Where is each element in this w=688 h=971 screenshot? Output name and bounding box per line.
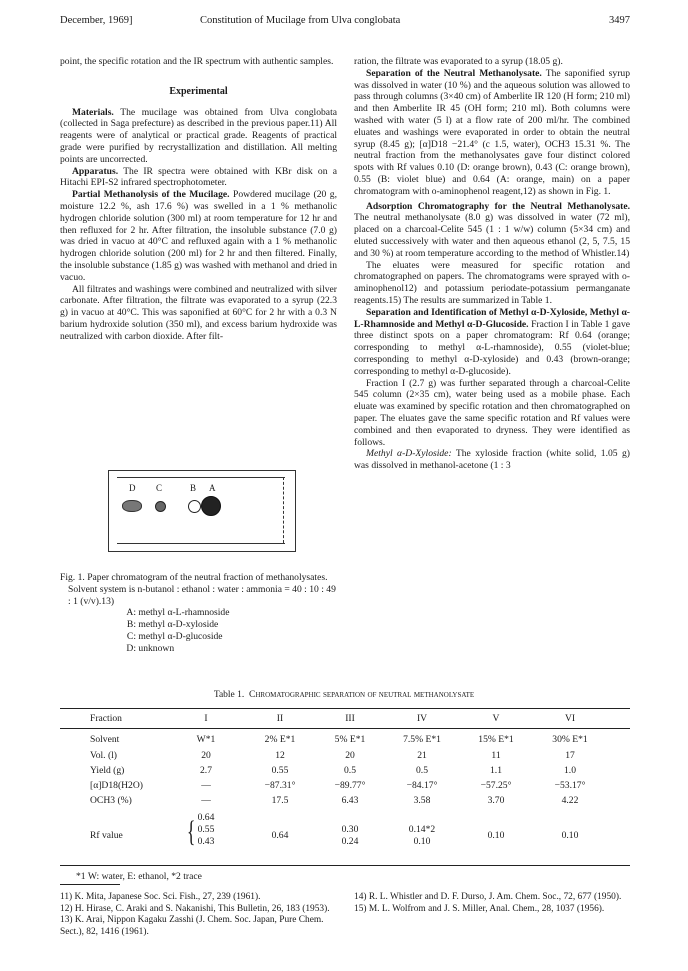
eluates-paragraph: The eluates were measured for specific rotation and chromatographed on papers. The chromatograms were sprayed with o-aminophenol12) and potassium periodate-potassium permanganate reagents.15) The results are summarized in Table 1. <box>354 259 630 306</box>
rf-value: 0.10 <box>561 830 579 841</box>
rf-value: 0.64 <box>197 812 215 823</box>
table-cell: −87.31° <box>264 780 296 791</box>
rf-value: 0.30 <box>341 824 359 835</box>
table-header-cell: VI <box>564 713 576 724</box>
table-bottom-rule <box>60 865 630 866</box>
table-header-rule <box>60 728 630 729</box>
table-cell: 20 <box>201 750 211 761</box>
table-top-rule <box>60 708 630 709</box>
spot-d <box>122 500 142 512</box>
left-column <box>60 56 337 343</box>
header-issue-date: December, 1969] <box>60 15 133 26</box>
identification-paragraph <box>354 307 630 378</box>
table-row-label: OCH3 (%) <box>90 795 132 806</box>
table-cell: 20 <box>345 750 355 761</box>
table-cell: 7.5% E*1 <box>403 734 441 745</box>
table-row-label: Yield (g) <box>90 765 125 776</box>
table-caption: Chromatographic separation of neutral methanolysate <box>249 690 475 700</box>
rf-value: 0.14*2 <box>408 824 436 835</box>
table-header-cell: IV <box>416 713 428 724</box>
rf-value: 0.24 <box>341 836 359 847</box>
adsorption-text: The neutral methanolysate (8.0 g) was dissolved in water (72 ml), placed on a charcoal-Celite 545 (1 : 1 w/w) column (5×34 cm) and eluted successively with water and then aqueous ethanol (2, 5, 7.5, 15 and 30 %) at room temperature according to the method of Whistler.14) <box>354 212 630 259</box>
identification-heading: Separation and Identification of Methyl α-D-Xyloside, Methyl α-L-Rhamnoside and Methyl α-D-Glucoside. <box>354 306 630 330</box>
rf-value: 0.10 <box>413 836 431 847</box>
partial-methanolysis-heading: Partial Methanolysis of the Mucilage. <box>72 189 230 201</box>
separation-text: The saponified syrup was dissolved in water (10 %) and the aqueous solution was allowed to pass through columns (3×40 cm) of Amberlite IR 120 (H form; 210 ml) and then Amberlite IR 45 (OH form; 210 ml). Both columns were washed with water (5 l) at a flow rate of 200 ml/hr. The combined eluates and washings were evaporated in order to obtain the neutral syrup (8.45 g); [α]D18 −21.4° (c 1.5, water), OCH3 15.31 %. The neutral fraction from the methanolysates gave four distinct colored spots with Rf values 0.10 (D: orange brown), 0.43 (C: orange brown), 0.55 (B: violet blue) and 0.64 (A: orange, main) on a paper chromatogram with o-aminophenol reagent,12) as shown in Fig. 1. <box>354 67 631 197</box>
table-header-cell: III <box>345 713 355 724</box>
table-cell: — <box>201 780 211 791</box>
spot-c <box>155 501 166 512</box>
separation-paragraph <box>354 68 630 198</box>
table-cell: −89.77° <box>334 780 366 791</box>
spot-label-c: C <box>156 483 163 493</box>
table-header-cell: V <box>492 713 500 724</box>
rf-value: 0.55 <box>197 824 215 835</box>
right-column <box>354 56 630 472</box>
table-header-cell: Fraction <box>90 713 122 724</box>
reference-item: 11) K. Mita, Japanese Soc. Sci. Fish., 27, 239 (1961). <box>60 892 261 902</box>
spot-label-b: B <box>190 483 197 493</box>
spot-a <box>201 496 221 516</box>
table-cell: — <box>201 795 211 806</box>
reference-item: 14) R. L. Whistler and D. F. Durso, J. Am. Chem. Soc., 72, 677 (1950). <box>354 892 622 902</box>
table-header-cell: I <box>204 713 208 724</box>
xyloside-heading: Methyl α-D-Xyloside: <box>366 448 452 460</box>
spot-label-d: D <box>129 483 136 493</box>
filtrates-paragraph: All filtrates and washings were combined and neutralized with silver carbonate. After filtration, the filtrate was evaporated to a syrup (22.3 g) in vacuo at 40°C. This was saponified at 60°C for 2 hr with a 0.3 N barium hydroxide solution (350 ml), and excess barium hydroxide was neutralized with carbon dioxide. After filt- <box>60 283 337 342</box>
reference-item: 13) K. Arai, Nippon Kagaku Zasshi (J. Chem. Soc. Japan, Pure Chem. Sect.), 82, 1416 (1961). <box>60 915 324 937</box>
separation-heading: Separation of the Neutral Methanolysate. <box>366 67 542 79</box>
spot-label-a: A <box>209 483 216 493</box>
chromatogram-bottom-line <box>117 543 285 544</box>
apparatus-paragraph <box>60 166 337 190</box>
section-heading-experimental: Experimental <box>169 85 228 97</box>
reference-item: 12) H. Hirase, C. Araki and S. Nakanishi, This Bulletin, 26, 183 (1953). <box>60 903 330 914</box>
intro-paragraph: point, the specific rotation and the IR spectrum with authentic samples. <box>60 56 334 67</box>
table-cell: 17 <box>565 750 575 761</box>
identification-text: Fraction I in Table 1 gave three distinct spots on a paper chromatogram: Rf 0.64 (orange; corresponding to methyl α-L-rhamnoside), 0.55 (violet-blue; corresponding to methyl α-D-xyloside) and 0.43 (brown-orange; corresponding to methyl α-D-glucoside). <box>354 318 630 377</box>
header-page-number: 3497 <box>609 15 630 26</box>
table-cell: 21 <box>417 750 427 761</box>
table-title <box>0 690 688 700</box>
table-cell: 11 <box>491 750 501 761</box>
table-cell: 17.5 <box>271 795 289 806</box>
table-cell: −57.25° <box>480 780 512 791</box>
table-footnote: *1 W: water, E: ethanol, *2 trace <box>76 871 202 882</box>
table-row-label: Solvent <box>90 734 120 745</box>
continuation-paragraph: ration, the filtrate was evaporated to a syrup (18.05 g). <box>354 56 563 67</box>
footnote-rule <box>60 884 120 885</box>
partial-methanolysis-paragraph <box>60 189 337 283</box>
table-cell: 0.55 <box>271 765 289 776</box>
spot-b <box>188 500 201 513</box>
rf-value: 0.64 <box>271 830 289 841</box>
table-cell: −53.17° <box>554 780 586 791</box>
materials-text: The mucilage was obtained from Ulva conglobata (collected in Saga prefecture) as described in the previous paper.11) All reagents were of analytical or practical grade. Reagents of practical grade were purified by recrystallization and distillation. All melting points are uncorrected. <box>60 106 337 165</box>
legend-item: D: unknown <box>126 642 175 654</box>
adsorption-paragraph <box>354 201 630 260</box>
figure-caption-title: Fig. 1. Paper chromatogram of the neutral fraction of methanolysates. <box>60 572 328 583</box>
rf-bracket: { <box>186 815 196 848</box>
table-cell: 4.22 <box>561 795 579 806</box>
table-cell: −84.17° <box>406 780 438 791</box>
figure-caption <box>60 572 337 655</box>
table-cell: 12 <box>275 750 285 761</box>
legend-item: B: methyl α-D-xyloside <box>126 619 219 631</box>
table-cell: 15% E*1 <box>478 734 514 745</box>
table-cell: 5% E*1 <box>334 734 366 745</box>
table-cell: 3.58 <box>413 795 431 806</box>
table-header-cell: II <box>276 713 284 724</box>
chromatogram-top-line <box>117 477 285 478</box>
table-cell: 0.5 <box>416 765 428 776</box>
figure-caption-solvent: Solvent system is n-butanol : ethanol : water : ammonia = 40 : 10 : 49 : 1 (v/v).13) <box>68 583 336 607</box>
references-left <box>60 892 340 938</box>
reference-item: 15) M. L. Wolfrom and J. S. Miller, Anal. Chem., 28, 1037 (1956). <box>354 903 605 914</box>
table-row-label: Rf value <box>90 830 123 841</box>
table-cell: W*1 <box>196 734 216 745</box>
partial-methanolysis-text: Powdered mucilage (20 g, moisture 12.2 %, ash 17.6 %) was swelled in a 1 % methanolic hydrogen chloride solution (300 ml) at room temperature for 12 hr and then refluxed for 2 hr. After filtration, the insoluble substance (7.0 g) was dried in vacuo at 40°C and refluxed again with a 1 % methanolic hydrogen chloride solution (200 ml) for 2 hr and then filtered. Finally, the insoluble substance (1.85 g) was washed with methanol and dried in vacuo. <box>60 189 337 283</box>
header-article-title: Constitution of Mucilage from Ulva conglobata <box>200 15 401 26</box>
table-cell: 2% E*1 <box>264 734 296 745</box>
xyloside-paragraph <box>354 448 630 472</box>
references-right <box>354 892 630 915</box>
rf-value: 0.10 <box>487 830 505 841</box>
legend-item: C: methyl α-D-glucoside <box>126 630 223 642</box>
fraction-paragraph: Fraction I (2.7 g) was further separated through a charcoal-Celite 545 column (2×35 cm), water being used as a mobile phase. Each eluate was examined by specific rotation and then chromatographed on paper. The eluates gave the same specific rotation and Rf values were combined and then evaporated to dryness. They were identified as follows. <box>354 377 630 448</box>
table-cell: 0.5 <box>344 765 356 776</box>
table-row-label: Vol. (l) <box>90 750 118 761</box>
table-cell: 6.43 <box>341 795 359 806</box>
table-cell: 3.70 <box>487 795 505 806</box>
table-cell: 1.0 <box>564 765 576 776</box>
materials-paragraph <box>60 107 337 166</box>
paper-chromatogram-figure <box>108 470 296 552</box>
table-number: Table 1. <box>213 690 245 700</box>
adsorption-heading: Adsorption Chromatography for the Neutral Methanolysate. <box>366 200 630 212</box>
table-row-label: [α]D18(H2O) <box>90 780 143 791</box>
rf-value: 0.43 <box>197 836 215 847</box>
xyloside-text: The xyloside fraction (white solid, 1.05 g) was dissolved in methanol-acetone (1 : 3 <box>354 448 630 472</box>
table-cell: 1.1 <box>490 765 502 776</box>
table-cell: 30% E*1 <box>552 734 588 745</box>
apparatus-text: The IR spectra were obtained with KBr disk on a Hitachi EPI-S2 infrared spectrophotometer. <box>60 165 337 189</box>
legend-item: A: methyl α-L-rhamnoside <box>126 607 230 619</box>
solvent-front-line <box>283 477 284 543</box>
materials-heading: Materials. <box>72 106 114 118</box>
apparatus-heading: Apparatus. <box>72 165 119 177</box>
table-cell: 2.7 <box>200 765 212 776</box>
